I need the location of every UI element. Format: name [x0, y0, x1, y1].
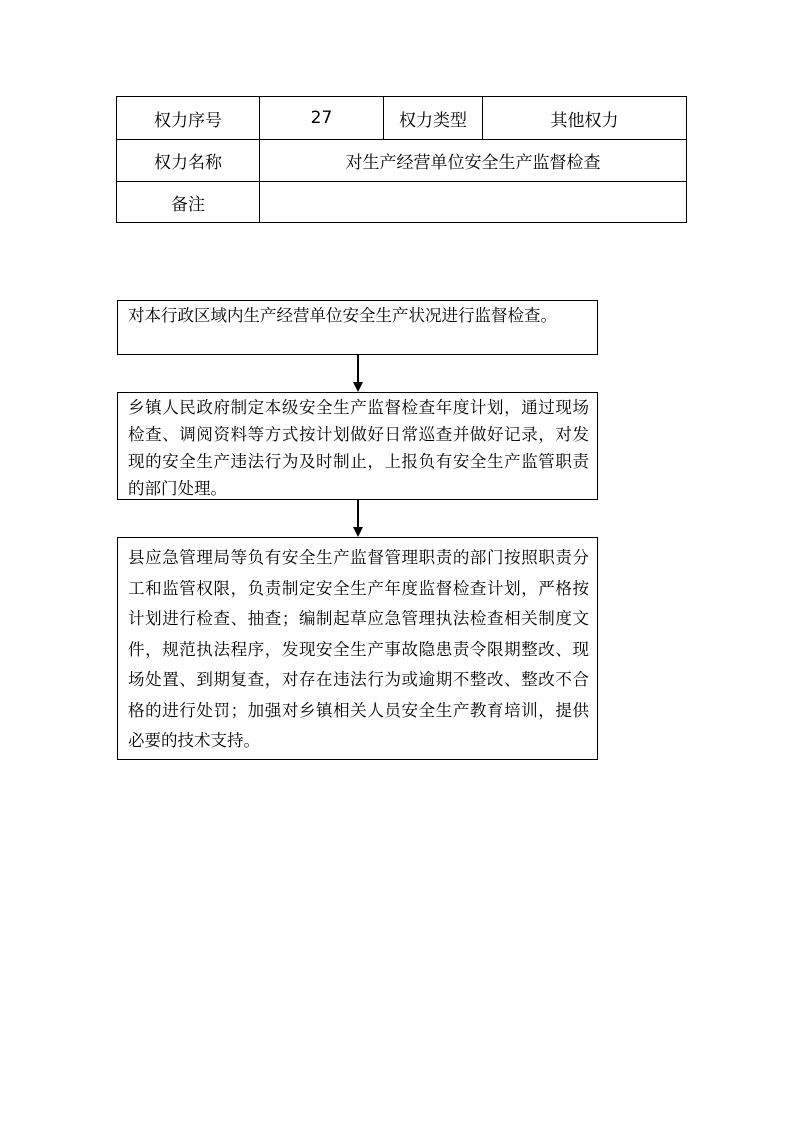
table-row: [117, 140, 687, 182]
flow-step-1: 对本行政区域内生产经营单位安全生产状况进行监督检查。: [117, 300, 598, 355]
table-row: [117, 182, 687, 223]
power-no-value: 27: [260, 97, 384, 140]
remarks-label: 备注: [117, 182, 260, 223]
power-no-label: 权力序号: [117, 97, 260, 140]
power-type-label: 权力类型: [384, 97, 483, 140]
flow-step-2: 乡镇人民政府制定本级安全生产监督检查年度计划，通过现场检查、调阅资料等方式按计划做好日常巡查并做好记录，对发现的安全生产违法行为及时制止，上报负有安全生产监管职责的部门处理。: [117, 392, 598, 500]
power-name-label: 权力名称: [117, 140, 260, 182]
table-row: [117, 97, 687, 140]
power-type-value: 其他权力: [483, 97, 687, 140]
down-arrow-icon: [351, 355, 365, 392]
flow-step-3: 县应急管理局等负有安全生产监督管理职责的部门按照职责分工和监管权限，负责制定安全生产年度监督检查计划，严格按计划进行检查、抽查；编制起草应急管理执法检查相关制度文件，规范执法程序，发现安全生产事故隐患责令限期整改、现场处置、到期复查，对存在违法行为或逾期不整改、整改不合格的进行处罚；加强对乡镇相关人员安全生产教育培训，提供必要的技术支持。: [117, 537, 598, 760]
power-info-table: [116, 96, 687, 223]
remarks-value: [260, 182, 687, 223]
down-arrow-icon: [351, 500, 365, 537]
power-name-value: 对生产经营单位安全生产监督检查: [260, 140, 687, 182]
